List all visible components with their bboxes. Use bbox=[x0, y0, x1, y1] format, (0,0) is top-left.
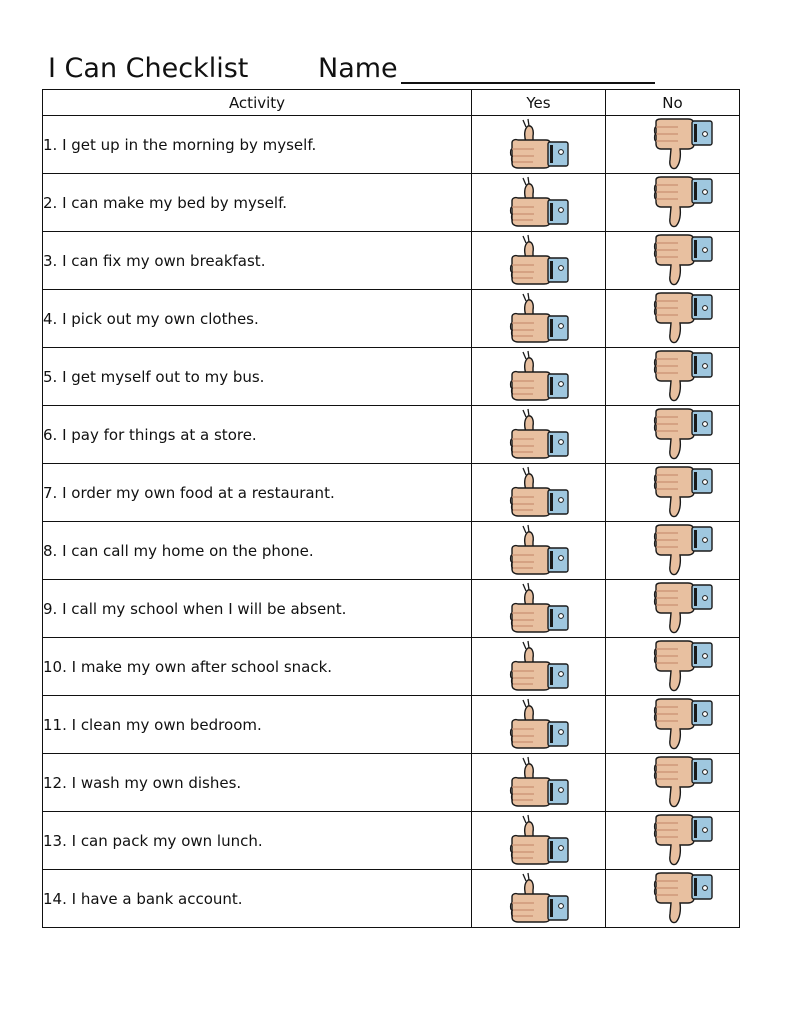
yes-cell[interactable] bbox=[472, 290, 606, 348]
table-row bbox=[43, 870, 740, 928]
table-row bbox=[43, 116, 740, 174]
thumbs-down-icon[interactable] bbox=[650, 640, 716, 694]
no-cell[interactable] bbox=[606, 638, 740, 696]
thumbs-down-icon[interactable] bbox=[650, 524, 716, 578]
activity-cell: 13. I can pack my own lunch. bbox=[43, 812, 472, 870]
no-cell[interactable] bbox=[606, 348, 740, 406]
yes-cell[interactable] bbox=[472, 406, 606, 464]
no-cell[interactable] bbox=[606, 116, 740, 174]
activity-cell: 10. I make my own after school snack. bbox=[43, 638, 472, 696]
activity-cell: 2. I can make my bed by myself. bbox=[43, 174, 472, 232]
thumbs-up-icon[interactable] bbox=[506, 408, 572, 462]
yes-cell[interactable] bbox=[472, 580, 606, 638]
table-row bbox=[43, 522, 740, 580]
column-header-activity: Activity bbox=[43, 90, 472, 116]
checklist-table bbox=[42, 89, 740, 928]
activity-cell: 12. I wash my own dishes. bbox=[43, 754, 472, 812]
activity-cell: 6. I pay for things at a store. bbox=[43, 406, 472, 464]
no-cell[interactable] bbox=[606, 812, 740, 870]
yes-cell[interactable] bbox=[472, 174, 606, 232]
name-label: Name bbox=[318, 53, 398, 84]
table-row bbox=[43, 696, 740, 754]
worksheet-header bbox=[48, 50, 748, 90]
yes-cell[interactable] bbox=[472, 754, 606, 812]
thumbs-up-icon[interactable] bbox=[506, 466, 572, 520]
thumbs-down-icon[interactable] bbox=[650, 582, 716, 636]
yes-cell[interactable] bbox=[472, 348, 606, 406]
thumbs-down-icon[interactable] bbox=[650, 756, 716, 810]
thumbs-up-icon[interactable] bbox=[506, 814, 572, 868]
thumbs-down-icon[interactable] bbox=[650, 814, 716, 868]
yes-cell[interactable] bbox=[472, 116, 606, 174]
thumbs-down-icon[interactable] bbox=[650, 698, 716, 752]
thumbs-down-icon[interactable] bbox=[650, 466, 716, 520]
no-cell[interactable] bbox=[606, 580, 740, 638]
activity-cell: 9. I call my school when I will be absent. bbox=[43, 580, 472, 638]
no-cell[interactable] bbox=[606, 290, 740, 348]
yes-cell[interactable] bbox=[472, 696, 606, 754]
table-row bbox=[43, 812, 740, 870]
table-row bbox=[43, 638, 740, 696]
no-cell[interactable] bbox=[606, 870, 740, 928]
table-row bbox=[43, 580, 740, 638]
table-row bbox=[43, 174, 740, 232]
table-row bbox=[43, 348, 740, 406]
table-row bbox=[43, 464, 740, 522]
thumbs-up-icon[interactable] bbox=[506, 350, 572, 404]
thumbs-down-icon[interactable] bbox=[650, 408, 716, 462]
thumbs-down-icon[interactable] bbox=[650, 118, 716, 172]
name-field-line[interactable] bbox=[401, 82, 655, 84]
thumbs-up-icon[interactable] bbox=[506, 176, 572, 230]
thumbs-down-icon[interactable] bbox=[650, 234, 716, 288]
table-header-row bbox=[43, 90, 740, 116]
page-title: I Can Checklist bbox=[48, 53, 249, 84]
thumbs-up-icon[interactable] bbox=[506, 524, 572, 578]
thumbs-up-icon[interactable] bbox=[506, 872, 572, 926]
thumbs-up-icon[interactable] bbox=[506, 756, 572, 810]
activity-cell: 8. I can call my home on the phone. bbox=[43, 522, 472, 580]
no-cell[interactable] bbox=[606, 406, 740, 464]
table-row bbox=[43, 754, 740, 812]
activity-cell: 14. I have a bank account. bbox=[43, 870, 472, 928]
thumbs-up-icon[interactable] bbox=[506, 640, 572, 694]
thumbs-up-icon[interactable] bbox=[506, 118, 572, 172]
activity-cell: 11. I clean my own bedroom. bbox=[43, 696, 472, 754]
thumbs-up-icon[interactable] bbox=[506, 698, 572, 752]
yes-cell[interactable] bbox=[472, 232, 606, 290]
thumbs-up-icon[interactable] bbox=[506, 234, 572, 288]
column-header-yes: Yes bbox=[472, 90, 606, 116]
no-cell[interactable] bbox=[606, 522, 740, 580]
no-cell[interactable] bbox=[606, 464, 740, 522]
column-header-no: No bbox=[606, 90, 740, 116]
yes-cell[interactable] bbox=[472, 638, 606, 696]
table-row bbox=[43, 232, 740, 290]
thumbs-down-icon[interactable] bbox=[650, 350, 716, 404]
thumbs-up-icon[interactable] bbox=[506, 292, 572, 346]
yes-cell[interactable] bbox=[472, 812, 606, 870]
table-row bbox=[43, 406, 740, 464]
yes-cell[interactable] bbox=[472, 464, 606, 522]
thumbs-down-icon[interactable] bbox=[650, 872, 716, 926]
activity-cell: 3. I can fix my own breakfast. bbox=[43, 232, 472, 290]
thumbs-down-icon[interactable] bbox=[650, 292, 716, 346]
yes-cell[interactable] bbox=[472, 522, 606, 580]
no-cell[interactable] bbox=[606, 696, 740, 754]
no-cell[interactable] bbox=[606, 754, 740, 812]
no-cell[interactable] bbox=[606, 174, 740, 232]
no-cell[interactable] bbox=[606, 232, 740, 290]
yes-cell[interactable] bbox=[472, 870, 606, 928]
thumbs-up-icon[interactable] bbox=[506, 582, 572, 636]
thumbs-down-icon[interactable] bbox=[650, 176, 716, 230]
activity-cell: 1. I get up in the morning by myself. bbox=[43, 116, 472, 174]
activity-cell: 5. I get myself out to my bus. bbox=[43, 348, 472, 406]
activity-cell: 4. I pick out my own clothes. bbox=[43, 290, 472, 348]
table-row bbox=[43, 290, 740, 348]
activity-cell: 7. I order my own food at a restaurant. bbox=[43, 464, 472, 522]
